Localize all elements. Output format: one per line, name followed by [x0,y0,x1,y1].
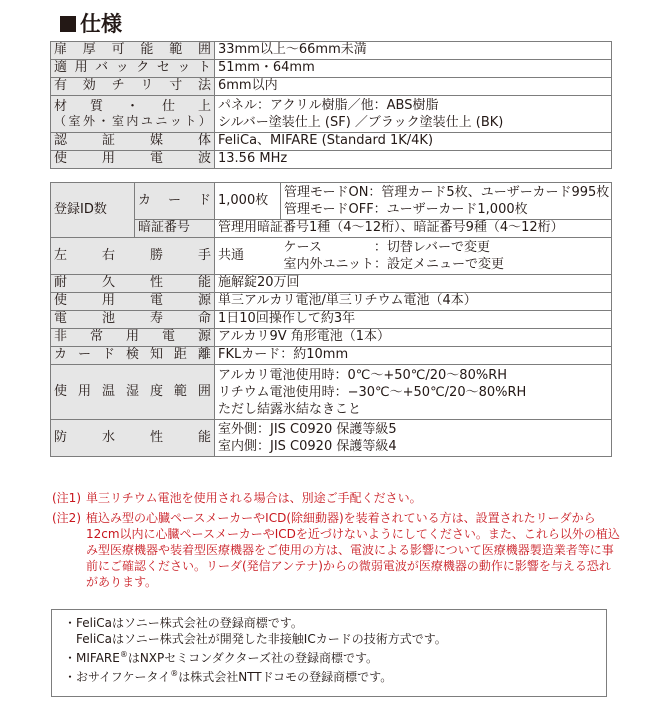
label-char: ッ [115,60,129,76]
label-char: 用 [74,60,88,76]
label-char: バ [95,60,109,76]
label-char: 左 [54,247,68,263]
row-value-backset: 51mm・64mm [215,60,612,78]
row-label-power [51,293,215,311]
row-label-waterproof [51,420,215,457]
note-text: 植込み型の心臓ペースメーカーやICD(除細動器)を装着されている方は、設置されたリーダから12cm以内に心臓ペースメーカーやICDを近づけないようにしてください。また、これら以外の植込み型医療機器や装着型医療機器をご使用の方は、電波による影響について医療機器製造業者等に事前にご確認ください。リーダ(発信アンテナ)からの微弱電波が医療機器の動作に影響を与える恐れがあります。 [86,511,620,589]
label-char: 囲 [197,383,211,399]
label-char: 範 [169,42,183,58]
label-char: 久 [101,275,115,291]
spaced-label [54,348,211,362]
label-char: 命 [197,311,211,327]
trademark-osaifu [64,666,606,685]
label-char: ト [184,113,197,128]
label-char: 媒 [149,133,163,149]
table-row [51,329,612,347]
row-label-auth-media [51,133,215,151]
row-value-card-detect: FKLカード：約10mm [215,347,612,365]
note-tag: (注2) [52,511,81,525]
label-char: セ [156,60,170,76]
heading-square-icon [60,16,76,32]
row-label-temp-humidity [51,365,215,420]
table-row [51,293,612,311]
temp-line-3: ただし結露氷結なきこと [218,401,362,417]
spec-table-lower [50,182,612,457]
label-char: 性 [149,429,163,445]
label-char: 右 [101,247,115,263]
registered-mark: ® [170,669,179,678]
row-label-chiri [51,78,215,96]
heading-title: 仕様 [80,12,122,36]
label-char: 池 [101,311,115,327]
label-char: ・ [125,99,139,115]
label-char: ・ [97,113,110,128]
row-label-handedness [51,238,215,275]
spaced-label [54,61,211,75]
label-char: （ [54,113,67,128]
label-char: 扉 [54,42,68,58]
label-char: 手 [197,247,211,263]
row-label-backset [51,60,215,78]
material-line-1: パネル：アクリル樹脂／他：ABS樹脂 [218,98,439,113]
table-row [51,78,612,96]
label-char: 厚 [82,42,96,58]
table-row [51,42,612,60]
label-char: 電 [54,311,68,327]
row-value-durability: 施解錠20万回 [215,275,612,293]
label-char: 体 [197,133,211,149]
label-char: カ [54,347,68,363]
note-2 [52,510,622,590]
note-1 [52,490,622,506]
table-row [51,96,612,133]
row-label-door-thickness [51,42,215,60]
card-detail-line-2: 管理モードOFF：ユーザーカード1,000枚 [284,202,528,217]
label-char: 用 [77,383,91,399]
row-value-auth-media: FeliCa、MIFARE (Standard 1K/4K) [215,133,612,151]
spaced-label [54,134,211,148]
label-char: ド [101,347,115,363]
label-char: チ [111,78,125,94]
label-char: 内 [126,113,139,128]
label-char: 水 [101,429,115,445]
row-label-card-detect [51,347,215,365]
label-char: 電 [161,329,175,345]
label-char: 証 [101,133,115,149]
label-char: 寿 [149,311,163,327]
spaced-label [54,152,211,166]
row-label-frequency [51,151,215,169]
row-label-durability [51,275,215,293]
note-text: 単三リチウム電池を使用される場合は、別途ご手配ください。 [86,491,422,505]
table-row [51,220,612,238]
label-char: ッ [169,113,182,128]
label-char: リ [140,78,154,94]
label-char: 使 [54,293,68,309]
section-heading [60,8,122,38]
label-char: 仕 [161,99,175,115]
label-char: 度 [149,383,163,399]
label-char: 室 [111,113,124,128]
spaced-label [54,115,211,128]
label-char: 耐 [54,275,68,291]
label-char: ッ [177,60,191,76]
table-row [51,183,612,220]
trademark-mifare [64,647,606,666]
label-char: 電 [149,293,163,309]
row-value-battery-life: 1日10回操作して約3年 [215,311,612,329]
label-char: 用 [101,151,115,167]
card-detail [281,183,612,220]
label-char: 能 [197,429,211,445]
label-char: 源 [197,329,211,345]
label-char: 室 [68,113,81,128]
table-row [51,347,612,365]
handedness-line-2: 室内外ユニット：設定メニューで変更 [283,257,504,272]
handedness-line-1: ケース ：切替レバーで変更 [283,240,490,255]
label-char: 質 [89,99,103,115]
trademark-felica-2: FeliCaはソニー株式会社が開発した非接触ICカードの技術方式です。 [76,632,447,646]
label-char: 効 [82,78,96,94]
waterproof-line-1: 室外側：JIS C0920 保護等級5 [218,422,397,437]
row-value-emergency-power: アルカリ9V 角形電池（1本） [215,329,612,347]
label-char: 使 [54,151,68,167]
label-char: ユ [140,113,153,128]
label-char: 有 [54,78,68,94]
label-char: ク [136,60,150,76]
spaced-label [54,249,211,263]
trademark-box [51,609,607,697]
mifare-name: ・MIFARE [64,651,120,665]
label-char: 能 [197,275,211,291]
spaced-label [54,100,211,114]
row-label-registration: 登録ID数 [51,183,135,238]
row-value-power: 単三アルカリ電池/単三リチウム電池（4本） [215,293,612,311]
row-label-battery-life [51,311,215,329]
row-value-door-thickness: 33mm以上～66mm未満 [215,42,612,60]
label-char: 距 [173,347,187,363]
row-value-frequency: 13.56 MHz [215,151,612,169]
spaced-label [54,79,211,93]
row-value-material [215,96,612,133]
label-char: 検 [125,347,139,363]
row-value-temp-humidity [215,365,612,420]
spaced-label [54,312,211,326]
label-char: 電 [149,151,163,167]
table-row [51,311,612,329]
card-count: 1,000枚 [215,183,281,220]
handedness-common: 共通 [215,238,281,275]
label-char: 性 [149,275,163,291]
label-char: ） [198,113,211,128]
label-char: 知 [149,347,163,363]
label-char: 外 [82,113,95,128]
label-char: 法 [197,78,211,94]
row-value-waterproof [215,420,612,457]
label-char: ド [197,192,211,208]
label-char: 能 [140,42,154,58]
label-char: 湿 [125,383,139,399]
card-detail-line-1: 管理モードON：管理カード5枚、ユーザーカード995枚 [284,185,610,200]
label-char: 常 [89,329,103,345]
row-label-emergency-power [51,329,215,347]
label-char: カ [138,192,152,208]
spaced-label [54,294,211,308]
label-char: 勝 [149,247,163,263]
registered-mark: ® [119,650,128,659]
note-tag: (注1) [52,491,81,505]
table-row [51,151,612,169]
sub-label-card [135,183,215,220]
table-row [51,275,612,293]
pin-value: 管理用暗証番号1種（4～12桁）、暗証番号9種（4～12桁） [215,220,612,238]
spaced-label [54,330,211,344]
table-row [51,60,612,78]
trademark-felica-1: ・FeliCaはソニー株式会社の登録商標です。 [64,616,303,630]
label-char: 用 [125,329,139,345]
label-char: 温 [101,383,115,399]
label-char: 防 [54,429,68,445]
label-char: ー [77,347,91,363]
spaced-label [54,431,211,445]
label-char: 上 [197,99,211,115]
table-row [51,365,612,420]
row-value-chiri: 6mm以内 [215,78,612,96]
label-char: 源 [197,293,211,309]
mifare-rest: はNXPセミコンダクターズ社の登録商標です。 [127,651,378,665]
spaced-label [54,385,211,399]
temp-line-1: アルカリ電池使用時：0℃～+50℃/20～80%RH [218,367,508,383]
label-char: 非 [54,329,68,345]
label-char: 寸 [169,78,183,94]
row-label-material [51,96,215,133]
material-line-2: シルバー塗装仕上 (SF) ／ブラック塗装仕上 (BK) [218,115,504,130]
label-char: ー [167,192,181,208]
label-char: 適 [54,60,68,76]
spaced-label [54,43,211,57]
label-char: ニ [155,113,168,128]
label-char: 用 [101,293,115,309]
label-char: 可 [111,42,125,58]
label-char: 使 [54,383,68,399]
label-char: 材 [54,99,68,115]
label-char: 離 [197,347,211,363]
label-char: 囲 [197,42,211,58]
label-char: 認 [54,133,68,149]
label-char: ト [197,60,211,76]
handedness-detail [281,238,612,275]
sub-label-pin: 暗証番号 [135,220,215,238]
notes [52,490,622,594]
label-char: 範 [173,383,187,399]
spec-table [50,41,612,169]
spaced-label [138,194,211,208]
temp-line-2: リチウム電池使用時：−30℃～+50℃/20～80%RH [218,384,527,400]
table-row [51,420,612,457]
table-row [51,238,612,275]
waterproof-line-2: 室内側：JIS C0920 保護等級4 [218,439,397,454]
label-char: 波 [197,151,211,167]
osaifu-name: ・おサイフケータイ [64,670,171,684]
table-row [51,133,612,151]
spaced-label [54,276,211,290]
osaifu-rest: は株式会社NTTドコモの登録商標です。 [178,670,393,684]
